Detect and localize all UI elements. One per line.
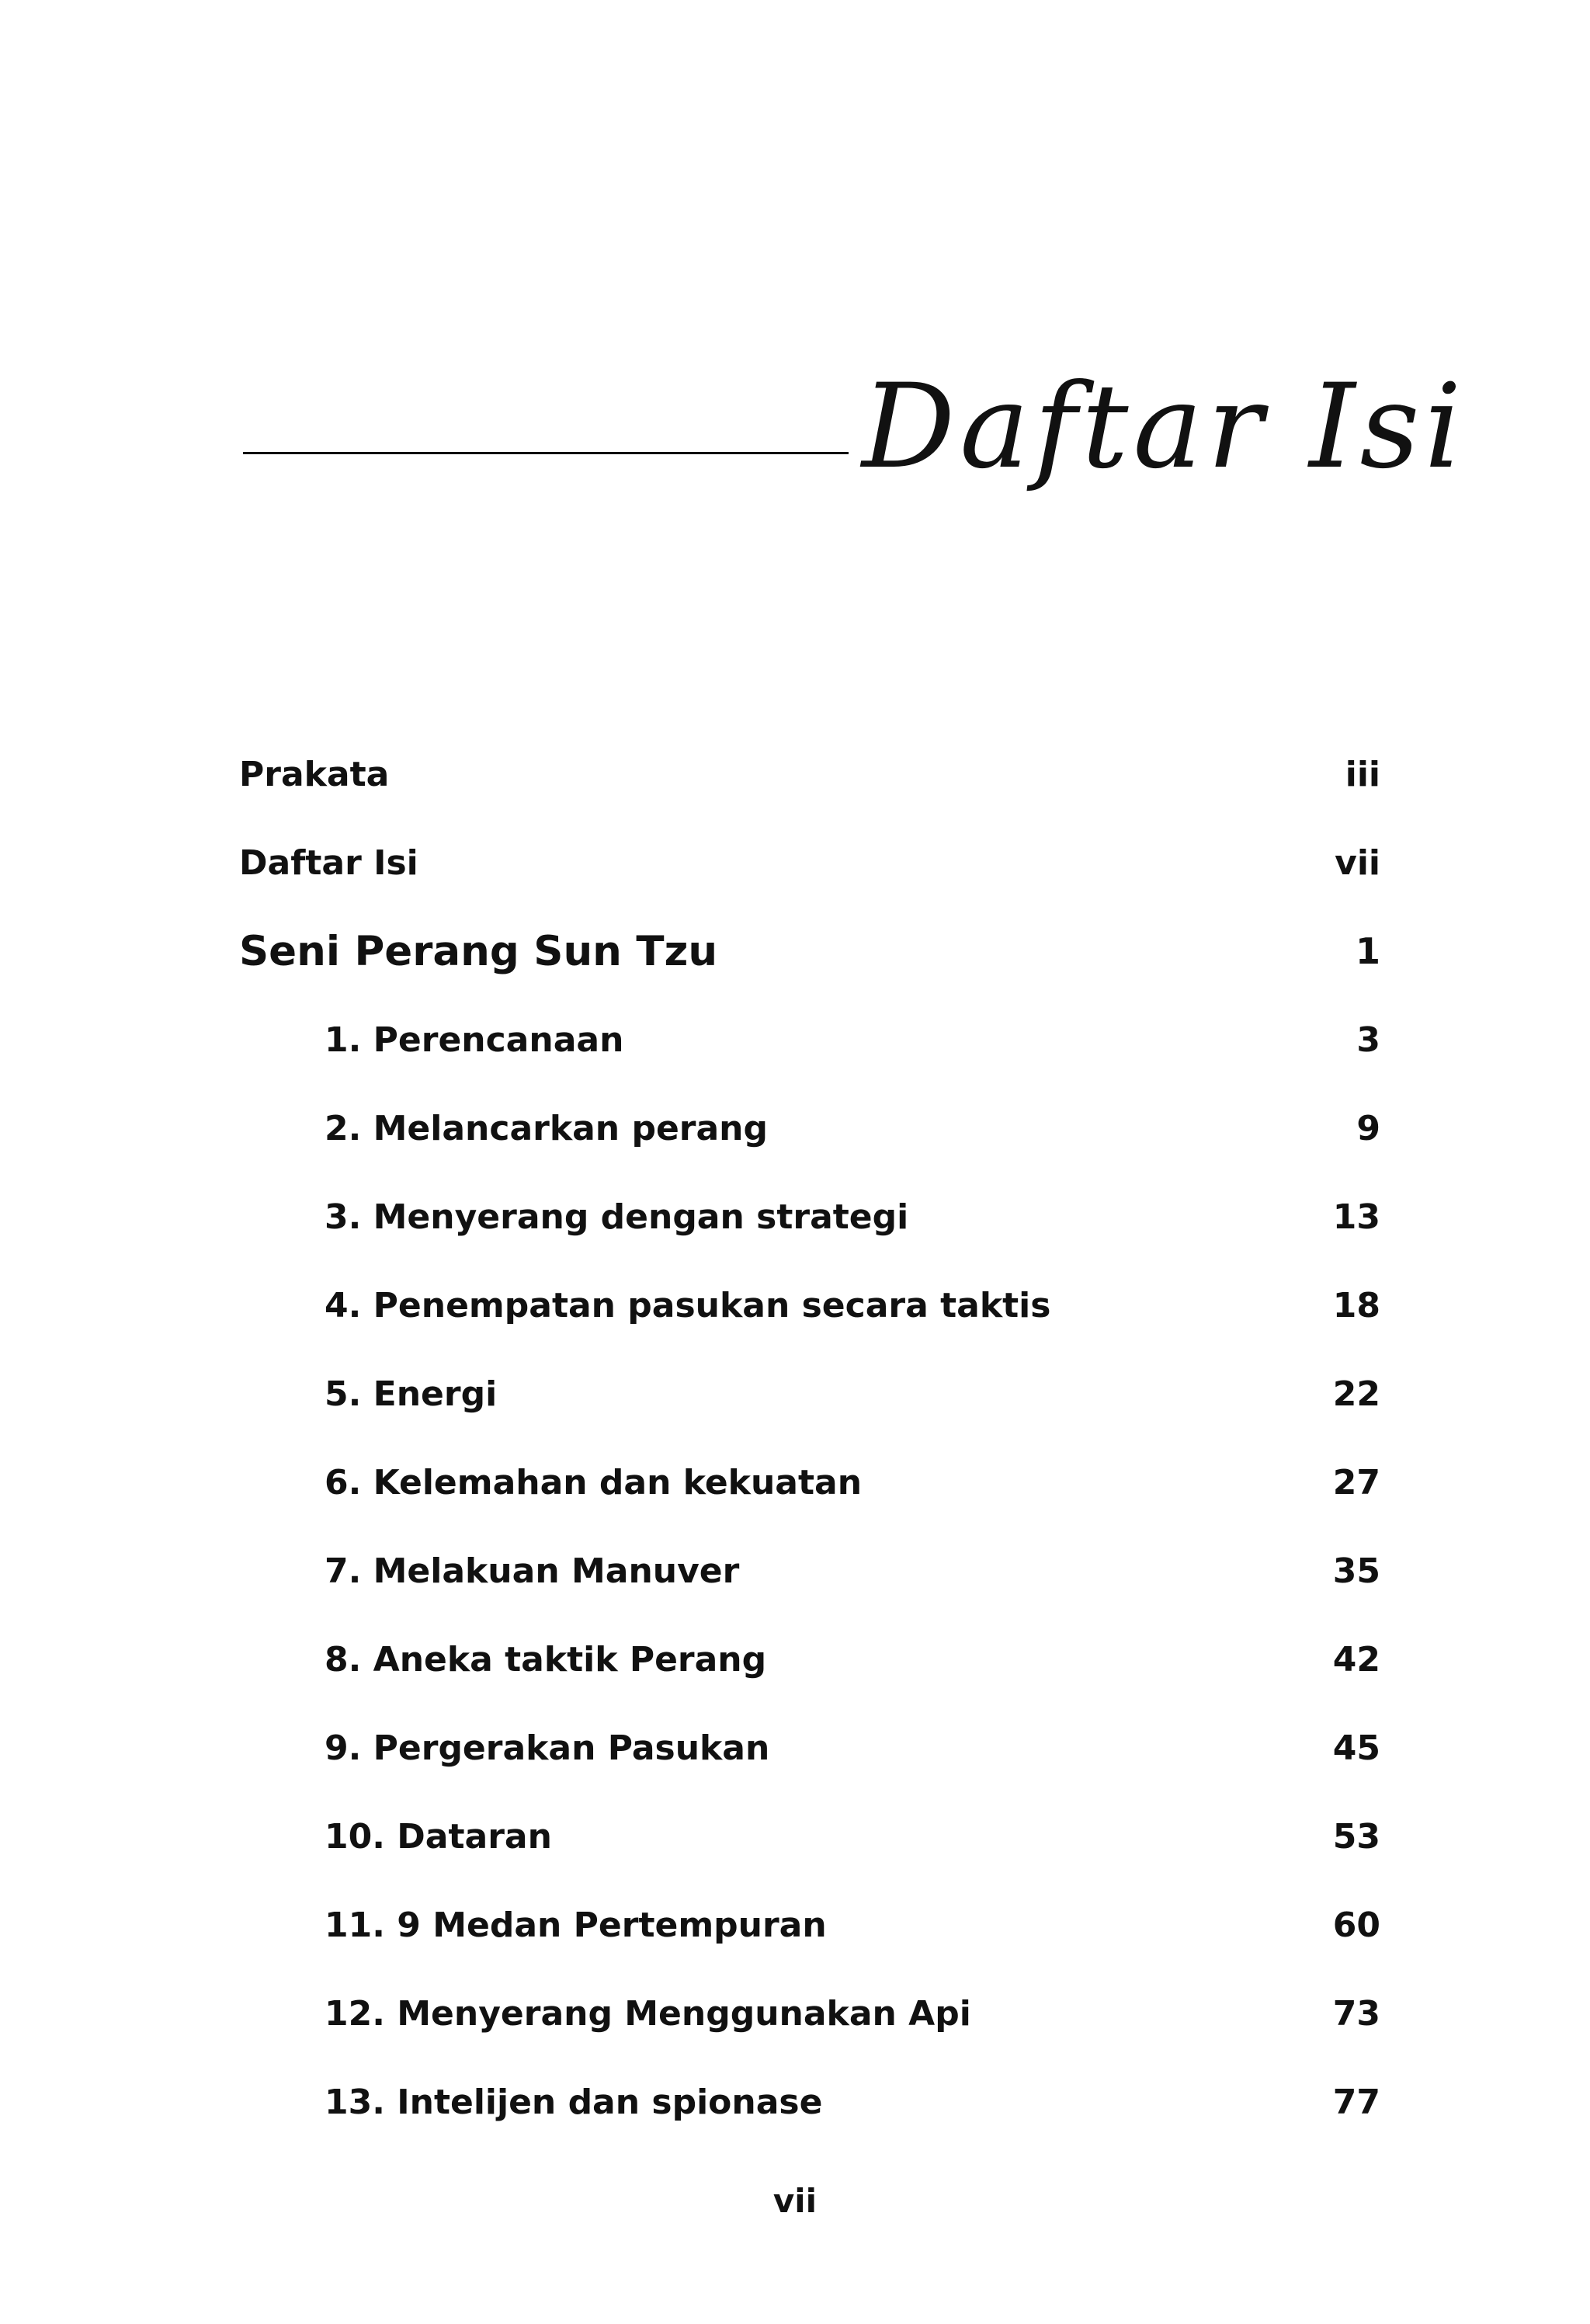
toc-entry-label: Seni Perang Sun Tzu xyxy=(239,927,718,975)
toc-entry-prakata[interactable] xyxy=(239,730,1380,818)
toc-entry-page: 1 xyxy=(1355,930,1380,972)
toc-entry-chapter-5[interactable] xyxy=(239,1350,1380,1438)
toc-entry-chapter-4[interactable] xyxy=(239,1261,1380,1350)
toc-entry-label: Prakata xyxy=(239,754,390,794)
toc-entry-daftar-isi[interactable] xyxy=(239,818,1380,907)
toc-entry-chapter-3[interactable] xyxy=(239,1172,1380,1261)
table-of-contents xyxy=(239,730,1380,2146)
toc-entry-chapter-1[interactable] xyxy=(239,995,1380,1084)
toc-entry-label: 13. Intelijen dan spionase xyxy=(325,2082,823,2122)
toc-entry-label: 11. 9 Medan Pertempuran xyxy=(325,1905,827,1945)
toc-entry-page: 45 xyxy=(1332,1728,1380,1768)
toc-entry-chapter-7[interactable] xyxy=(239,1527,1380,1615)
toc-entry-page: 42 xyxy=(1332,1639,1380,1680)
toc-entry-chapter-9[interactable] xyxy=(239,1704,1380,1792)
toc-entry-page: 13 xyxy=(1332,1197,1380,1237)
toc-entry-page: 27 xyxy=(1332,1462,1380,1502)
toc-entry-label: 8. Aneka taktik Perang xyxy=(325,1639,767,1680)
toc-entry-label: 2. Melancarkan perang xyxy=(325,1108,768,1148)
toc-entry-page: 9 xyxy=(1356,1108,1380,1148)
toc-entry-chapter-12[interactable] xyxy=(239,1969,1380,2058)
toc-entry-page: 77 xyxy=(1332,2082,1380,2122)
toc-entry-chapter-13[interactable] xyxy=(239,2058,1380,2146)
toc-entry-label: 9. Pergerakan Pasukan xyxy=(325,1728,770,1768)
toc-entry-chapter-8[interactable] xyxy=(239,1615,1380,1704)
page-title: Daftar Isi xyxy=(862,360,1467,495)
toc-entry-label: 5. Energi xyxy=(325,1374,498,1414)
toc-entry-page: 3 xyxy=(1356,1020,1380,1060)
toc-entry-page: 35 xyxy=(1332,1551,1380,1591)
toc-entry-page: 73 xyxy=(1332,1993,1380,2034)
toc-entry-seni-perang-sun-tzu[interactable] xyxy=(239,907,1380,995)
toc-entry-label: 10. Dataran xyxy=(325,1816,552,1857)
toc-entry-page: iii xyxy=(1345,754,1380,794)
toc-entry-chapter-6[interactable] xyxy=(239,1438,1380,1527)
toc-entry-page: vii xyxy=(1335,842,1380,883)
toc-entry-page: 60 xyxy=(1332,1905,1380,1945)
toc-entry-label: 3. Menyerang dengan strategi xyxy=(325,1197,909,1237)
toc-entry-label: 12. Menyerang Menggunakan Api xyxy=(325,1993,971,2034)
toc-entry-chapter-10[interactable] xyxy=(239,1792,1380,1881)
toc-entry-label: 1. Perencanaan xyxy=(325,1020,624,1060)
toc-entry-label: Daftar Isi xyxy=(239,842,418,883)
toc-entry-page: 18 xyxy=(1332,1285,1380,1325)
toc-entry-label: 6. Kelemahan dan kekuatan xyxy=(325,1462,863,1502)
toc-entry-chapter-11[interactable] xyxy=(239,1881,1380,1969)
title-rule xyxy=(243,452,849,454)
toc-entry-label: 4. Penempatan pasukan secara taktis xyxy=(325,1285,1051,1325)
toc-entry-chapter-2[interactable] xyxy=(239,1084,1380,1172)
toc-entry-label: 7. Melakuan Manuver xyxy=(325,1551,740,1591)
toc-entry-page: 22 xyxy=(1332,1374,1380,1414)
page-number-footer: vii xyxy=(772,2182,818,2220)
toc-entry-page: 53 xyxy=(1332,1816,1380,1857)
